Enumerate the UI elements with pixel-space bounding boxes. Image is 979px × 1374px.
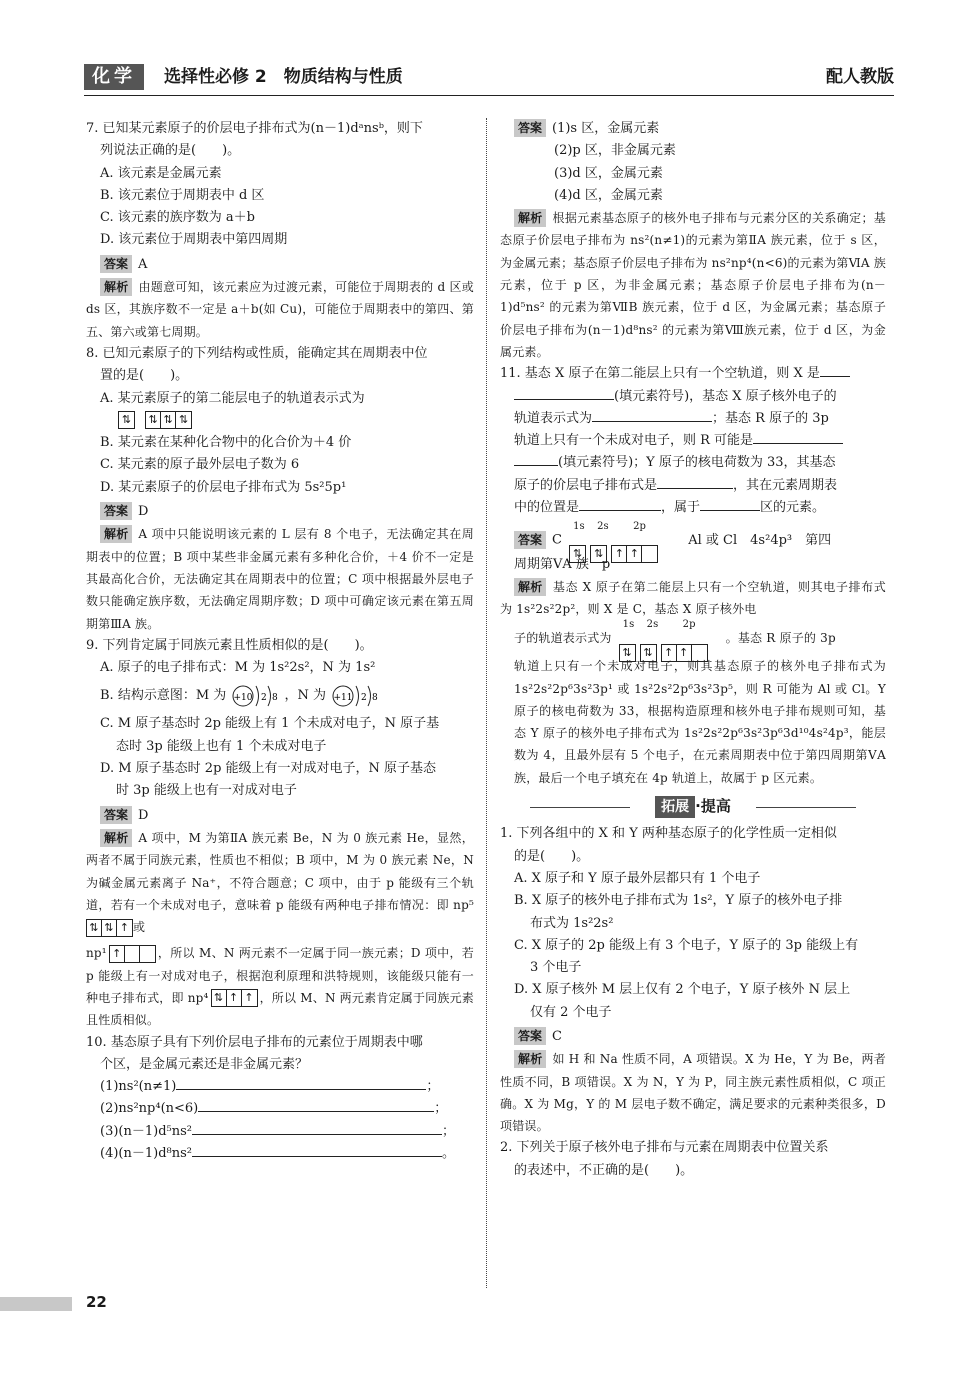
answer-blank[interactable] — [579, 497, 661, 511]
analysis-tag: 解析 — [514, 1050, 546, 1068]
atom-n-nucleus: +11 — [333, 692, 353, 703]
q7-option-d: D. 该元素位于周期表中第四周期 — [100, 232, 288, 248]
q9-option-a: A. 原子的电子排布式：M 为 1s²2s²，N 为 1s² — [100, 660, 376, 676]
orbital-box: ⇅ ↑ ↑ — [211, 989, 258, 1007]
extension-heading: 拓展 ·提高 — [500, 795, 886, 819]
q9-analysis: 解析 A 项中，M 为第ⅡA 族元素 Be，N 为 0 族元素 He，显然，两者不属于同族元素，性质也不相似；B 项中，M 为 0 族元素 Ne，N 为碱金属元素离子 Na⁺，不符合题意；C 项中，由于 p 能级有三个轨道，若有一个未成对电子，意味着 p 能级有两种电子排布情况：即 np⁵⇅ ⇅ ↑ 或 — [86, 827, 474, 938]
q8-option-c: C. 某元素的原子最外层电子数为 6 — [100, 457, 300, 473]
analysis-tag: 解析 — [100, 278, 132, 296]
column-divider — [486, 118, 487, 1288]
answer-tag: 答案 — [514, 531, 546, 549]
answer-blank[interactable] — [192, 1143, 442, 1157]
answer-blank[interactable] — [820, 363, 850, 377]
q7-analysis: 解析 由题意可知，该元素应为过渡元素，可能位于周期表的 d 区或 ds 区，其族序数不一定是 a＋b(如 Cu)，可能位于周期表中的第四、第五、第六或第七周期。 — [86, 280, 474, 339]
right-column — [500, 118, 886, 1182]
answer-blank[interactable] — [514, 386, 614, 400]
q9-answer: D — [138, 807, 149, 823]
extension-question-2: 2. 下列关于原子核外电子排布与元素在周期表中位置关系 的表述中，不正确的是( )。 — [500, 1140, 829, 1178]
answer-tag: 答案 — [100, 255, 132, 273]
atom-diagram-n — [330, 681, 380, 711]
answer-tag: 答案 — [100, 806, 132, 824]
question-11: 11. 基态 X 原子在第二能层上只有一个空轨道，则 X 是 (填元素符号)，基态 X 原子核外电子的 轨道表示式为 ；基态 R 原子的 3p 轨道上只有一个未成对电子，则 R 可能是 (填元素符号)；Y 原子的核电荷数为 33，其基态 原子的价层电子排布式是 ，其在元素周期表 中的位置是 ，属于 区的元素。 答案 C 1s 2s 2p ⇅ ⇅ ↑ ↑ Al 或 Cl 4s²4p³ 第四 周期第ⅤA 族 p 解析 基态 X 原子在第二能层上只有一个空轨道，则其电子排布式为 1s²2s²2p²，则 X 是 C，基态 X 原子核外电 子的轨道表示式为 1s 2s 2p ⇅ ⇅ ↑ ↑ 。基态 R 原子的 3p 轨道上只有一个未成对电子，则其基态原子的核外电子排布式为 1s²2s²2p⁶3s²3p¹ 或 1s²2s²2p⁶3s²3p⁵，则 R 可能为 Al 或 Cl。Y 原子的核电荷数为 33，根据构造原理和核外电子排布规则可知，基态 Y 原子的核外电子排布式为 1s²2s²2p⁶3s²3p⁶3d¹⁰4s²4p³，能层数为 4，且最外层有 5 个电子，在元素周期表中位于第四周期第ⅤA 族，最后一个电子填充在 4p 轨道上，故属于 p 区元素。 — [500, 363, 886, 789]
question-8: 8. 已知元素原子的下列结构或性质，能确定其在周期表中位 置的是( )。 A. 某元素原子的第二能层电子的轨道表示式为 ⇅ ⇅ ⇅ ⇅ B. 某元素在某种化合物中的化合价为＋4 价 C. 某元素的原子最外层电子数为 6 D. 某元素原子的价层电子排布式为 5s²5p¹ 答案 D 解析 A 项中只能说明该元素的 L 层有 8 个电子，无法确定其在周期表中的位置；B 项中某些非金属元素有多种化合价，＋4 价不一定是其最高化合价，无法确定其在周期表中的位置；C 项中根据最外层电子数只能确定族序数，无法确定周期序数；D 项中可确定该元素在第五周期第ⅢA 族。 — [86, 343, 474, 635]
book-title: 选择性必修 2 物质结构与性质 — [164, 67, 403, 87]
q10-answer: 答案 (1)s 区，金属元素 (2)p 区，非金属元素 (3)d 区，金属元素 (4)d 区，金属元素 解析 根据元素基态原子的核外电子排布与元素分区的关系确定；基态原子价层电子排布为 ns²(n≠1)的元素为第ⅡA 族元素，位于 s 区，为金属元素；基态原子价层电子排布为 ns²np⁴(n<6)的元素为第ⅥA 族元素，位于 p 区，为非金属元素；基态原子价层电子排布为(n－1)d⁵ns² 的元素为第ⅦB 族元素，位于 d 区，为金属元素；基态原子价层电子排布为(n－1)d⁸ns² 的元素为第Ⅷ族元素，位于 d 区，为金属元素。 — [500, 118, 886, 363]
q8-option-d: D. 某元素原子的价层电子排布式为 5s²5p¹ — [100, 479, 347, 495]
e1-answer: C — [552, 1028, 562, 1044]
q8-orbital-diagram — [86, 410, 474, 432]
q10-item-4: (4)(n－1)d⁸ns² 。 — [86, 1143, 474, 1165]
q11-answer: 答案 C 1s 2s 2p ⇅ ⇅ ↑ ↑ Al 或 Cl 4s²4p³ 第四 — [500, 523, 886, 558]
q9-stem: 9. 下列肯定属于同族元素且性质相似的是( )。 — [86, 637, 373, 653]
analysis-tag: 解析 — [100, 829, 132, 847]
q8-stem: 8. 已知元素原子的下列结构或性质，能确定其在周期表中位 — [86, 345, 428, 361]
q10-item-2: (2)ns²np⁴(n<6) ； — [86, 1098, 474, 1120]
question-9: 9. 下列肯定属于同族元素且性质相似的是( )。 A. 原子的电子排布式：M 为 1s²2s²，N 为 1s² B. 结构示意图：M 为 +10 2 8 ，N 为 +11 2 8 C. M 原子基态时 2p 能级上有 1 个未成对电子，N 原子基 态时 3p 能级上也有 1 个未成对电子 D. M 原子基态时 2p 能级上有一对成对电子，N 原子基态 时 3p 能级上也有一对成对电子 答案 D 解析 A 项中，M 为第ⅡA 族元素 Be，N 为 0 族元素 He，显然，两者不属于同族元素，性质也不相似；B 项中，M 为 0 族元素 Ne，N 为碱金属元素离子 Na⁺，不符合题意；C 项中，由于 p 能级有三个轨道，若有一个未成对电子，意味着 p 能级有两种电子排布情况：即 np⁵⇅ ⇅ ↑ 或 np¹ ↑ ，所以 M、N 两元素不一定属于同一族元素；D 项中，若 p 能级上有一对成对电子，根据泡利原理和洪特规则，该能级只能有一种电子排布式，即 np⁴ ⇅ ↑ ↑ ，所以 M、N 两元素肯定属于同族元素且性质相似。 — [86, 635, 474, 1032]
q7-option-a: A. 该元素是金属元素 — [100, 165, 222, 181]
orbital-box: ⇅ ⇅ ⇅ — [145, 411, 192, 429]
question-10: 10. 基态原子具有下列价层电子排布的元素位于周期表中哪 个区，是金属元素还是非金属元素？ (1)ns²(n≠1) ； (2)ns²np⁴(n<6) ； (3)(n－1)d⁵ns² ； (4)(n－1)d⁸ns² 。 — [86, 1032, 474, 1166]
q9-option-d: D. M 原子基态时 2p 能级上有一对成对电子，N 原子基态 — [100, 761, 437, 777]
e1-analysis: 解析 如 H 和 Na 性质不同，A 项错误。X 为 He，Y 为 Be，两者性质不同，B 项错误。X 为 N，Y 为 P，同主族元素性质相似，C 项正确。X 为 Mg，Y 的 M 层电子数不确定，满足要求的元素种类很多，D 项错误。 — [500, 1052, 886, 1134]
atom-n-shell-1: 2 — [361, 692, 367, 703]
answer-blank[interactable] — [753, 430, 843, 444]
q9-option-b: B. 结构示意图：M 为 +10 2 8 ，N 为 +11 2 8 — [86, 679, 474, 713]
answer-blank[interactable] — [657, 475, 733, 489]
q7-option-c: C. 该元素的族序数为 a＋b — [100, 210, 255, 226]
e1-option-a: A. X 原子和 Y 原子最外层都只有 1 个电子 — [514, 870, 761, 886]
answer-blank[interactable] — [592, 408, 712, 422]
q9-option-c: C. M 原子基态时 2p 能级上有 1 个未成对电子，N 原子基 — [100, 716, 440, 732]
page-number: 22 — [86, 1293, 107, 1311]
subject-badge: 化学 — [84, 64, 144, 90]
atom-m-shell-1: 2 — [261, 692, 268, 703]
q7-option-b: B. 该元素位于周期表中 d 区 — [100, 187, 265, 203]
footer-bar — [0, 1297, 72, 1311]
orbital-diagram: 1s 2s 2p ⇅ ⇅ ↑ ↑ — [619, 621, 719, 655]
atom-n-shell-2: 8 — [372, 692, 378, 703]
question-7 — [86, 118, 474, 343]
q8-analysis: 解析 A 项中只能说明该元素的 L 层有 8 个电子，无法确定其在周期表中的位置；B 项中某些非金属元素有多种化合价，＋4 价不一定是其最高化合价，无法确定其在周期表中的位置；C 项中根据最外层电子数只能确定族序数，无法确定周期序数；D 项中可确定该元素在第五周期第ⅢA 族。 — [86, 527, 474, 631]
q8-answer: D — [138, 504, 149, 520]
answer-tag: 答案 — [514, 1027, 546, 1045]
atom-m-shell-2: 8 — [272, 692, 279, 703]
e1-option-b: B. X 原子的核外电子排布式为 1s²，Y 原子的核外电子排 — [514, 893, 843, 909]
q11-stem: 11. 基态 X 原子在第二能层上只有一个空轨道，则 X 是 — [500, 366, 820, 382]
left-column — [86, 118, 474, 1165]
orbital-box: ↑ — [109, 945, 156, 963]
edition-label: 配人教版 — [826, 67, 894, 87]
q8-option-b: B. 某元素在某种化合物中的化合价为＋4 价 — [100, 435, 352, 451]
answer-tag: 答案 — [100, 502, 132, 520]
q11-analysis: 解析 基态 X 原子在第二能层上只有一个空轨道，则其电子排布式为 1s²2s²2p²，则 X 是 C，基态 X 原子核外电 — [500, 580, 886, 617]
answer-blank[interactable] — [514, 452, 558, 466]
q7-answer: A — [138, 256, 148, 272]
q7-stem: 7. 已知某元素原子的价层电子排布式为(n－1)dᵃnsᵇ，则下 — [86, 121, 423, 136]
q10-analysis: 解析 根据元素基态原子的核外电子排布与元素分区的关系确定；基态原子价层电子排布为 ns²(n≠1)的元素为第ⅡA 族元素，位于 s 区，为金属元素；基态原子价层电子排布为 ns²np⁴(n<6)的元素为第ⅥA 族元素，位于 p 区，为非金属元素；基态原子价层电子排布为(n－1)d⁵ns² 的元素为第ⅦB 族元素，位于 d 区，为金属元素；基态原子价层电子排布为(n－1)d⁸ns² 的元素为第Ⅷ族元素，位于 d 区，为金属元素。 — [500, 211, 886, 359]
answer-blank[interactable] — [176, 1076, 426, 1090]
e1-option-c: C. X 原子的 2p 能级上有 3 个电子，Y 原子的 3p 能级上有 — [514, 937, 859, 953]
q9-analysis-cont: np¹ ↑ ，所以 M、N 两元素不一定属于同一族元素；D 项中，若 p 能级上有一对成对电子，根据泡利原理和洪特规则，该能级只能有一种电子排布式，即 np⁴ ⇅ ↑ ↑ ，所以 M、N 两元素肯定属于同族元素且性质相似。 — [86, 946, 475, 1028]
analysis-tag: 解析 — [514, 209, 546, 227]
e1-option-d: D. X 原子核外 M 层上仅有 2 个电子，Y 原子核外 N 层上 — [514, 982, 851, 998]
page-header — [84, 62, 894, 96]
answer-blank[interactable] — [192, 1121, 442, 1135]
atom-diagram-m — [230, 681, 280, 711]
answer-blank[interactable] — [198, 1098, 434, 1112]
answer-tag: 答案 — [514, 119, 546, 137]
q8-option-a: A. 某元素原子的第二能层电子的轨道表示式为 — [100, 390, 365, 406]
q7-stem-cont: 列说法正确的是( )。 — [100, 143, 241, 159]
orbital-box: ⇅ — [118, 411, 135, 429]
q10-item-3: (3)(n－1)d⁵ns² ； — [86, 1121, 474, 1143]
analysis-tag: 解析 — [514, 578, 546, 596]
extension-question-1: 1. 下列各组中的 X 和 Y 两种基态原子的化学性质一定相似 的是( )。 A. X 原子和 Y 原子最外层都只有 1 个电子 B. X 原子的核外电子排布式为 1s²，Y 原子的核外电子排 布式为 1s²2s² C. X 原子的 2p 能级上有 3 个电子，Y 原子的 3p 能级上有 3 个电子 D. X 原子核外 M 层上仅有 2 个电子，Y 原子核外 N 层上 仅有 2 个电子 答案 C 解析 如 H 和 Na 性质不同，A 项错误。X 为 He，Y 为 Be，两者性质不同，B 项错误。X 为 N，Y 为 P，同主族元素性质相似，C 项正确。X 为 Mg，Y 的 M 层电子数不确定，满足要求的元素种类很多，D 项错误。 — [500, 823, 886, 1137]
atom-m-nucleus: +10 — [233, 692, 253, 703]
q10-item-1: (1)ns²(n≠1) ； — [86, 1076, 474, 1098]
q10-stem: 10. 基态原子具有下列价层电子排布的元素位于周期表中哪 — [86, 1034, 423, 1050]
analysis-tag: 解析 — [100, 525, 132, 543]
orbital-box: ⇅ ⇅ ↑ — [86, 919, 133, 937]
orbital-diagram: 1s 2s 2p ⇅ ⇅ ↑ ↑ — [569, 523, 659, 557]
answer-blank[interactable] — [700, 497, 760, 511]
